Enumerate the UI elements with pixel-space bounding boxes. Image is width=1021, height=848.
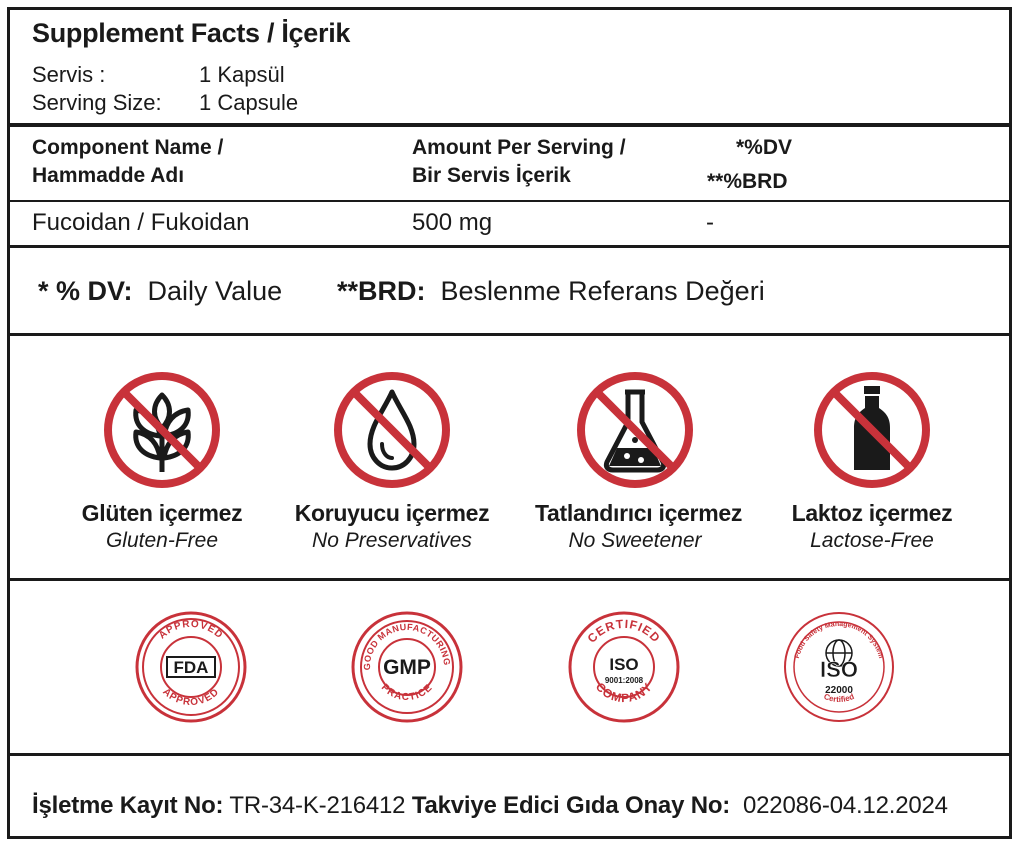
free-from-gluten — [62, 370, 262, 553]
svg-text:GMP: GMP — [383, 656, 431, 679]
supplement-label — [7, 7, 1012, 839]
divider — [10, 578, 1009, 581]
svg-text:22000: 22000 — [825, 685, 853, 696]
iso-9001-seal — [567, 610, 681, 729]
drop-icon — [332, 370, 452, 490]
dv-cell: - — [706, 209, 714, 236]
svg-text:GOOD: GOOD — [361, 638, 381, 671]
free-from-label-tr: Tatlandırıcı içermez — [535, 500, 743, 526]
fda-seal-icon — [134, 610, 248, 724]
svg-text:MANUFACTURING: MANUFACTURING — [375, 621, 453, 667]
approval-label: Takviye Edici Gıda Onay No: — [411, 792, 731, 819]
svg-text:COMPANY: COMPANY — [592, 679, 656, 706]
registration-value: TR-34-K-216412 — [229, 792, 406, 819]
divider — [10, 333, 1009, 336]
free-from-label-tr: Koruyucu içermez — [294, 500, 490, 526]
svg-text:CERTIFIED: CERTIFIED — [584, 616, 664, 646]
divider — [10, 123, 1009, 127]
legend-brd-key: **BRD: — [337, 276, 426, 306]
approval-value: 022086-04.12.2024 — [743, 792, 948, 819]
serving-en-row — [32, 90, 298, 116]
flask-icon — [575, 370, 695, 490]
fda-seal — [134, 610, 248, 729]
legend-brd-value: Beslenme Referans Değeri — [440, 276, 765, 306]
divider — [10, 753, 1009, 756]
serving-en-label: Serving Size: — [32, 90, 162, 115]
svg-text:Certified: Certified — [822, 691, 856, 705]
legend-dv-key: * % DV: — [38, 276, 133, 306]
svg-text:ISO: ISO — [820, 657, 858, 682]
svg-text:Food Safety Management System: Food Safety Management System — [793, 620, 885, 660]
free-from-label-en: Gluten-Free — [105, 529, 219, 552]
serving-tr-row — [32, 62, 285, 88]
free-from-preservatives — [292, 370, 492, 553]
free-from-label-en: Lactose-Free — [810, 529, 934, 552]
label-title: Supplement Facts / İçerik — [32, 18, 351, 48]
svg-text:ISO: ISO — [609, 655, 639, 674]
serving-en-value: 1 Capsule — [199, 90, 299, 115]
registration-footer — [32, 792, 948, 820]
component-name-cell: Fucoidan / Fukoidan — [32, 209, 250, 236]
svg-text:APPROVED: APPROVED — [160, 686, 222, 709]
column-header-dv: *%DV — [736, 136, 793, 159]
svg-text:9001:2008: 9001:2008 — [604, 676, 644, 685]
svg-text:FDA: FDA — [173, 658, 209, 677]
free-from-label-en: No Preservatives — [312, 529, 472, 552]
wheat-icon — [102, 370, 222, 490]
free-from-label-tr: Glüten içermez — [81, 500, 243, 526]
legend-brd — [337, 276, 765, 307]
free-from-label-tr: Laktoz içermez — [791, 500, 953, 526]
divider — [10, 245, 1009, 248]
serving-tr-label: Servis : — [32, 62, 106, 87]
legend-dv — [38, 276, 282, 307]
iso-22000-seal-icon — [782, 610, 896, 724]
svg-text:APPROVED: APPROVED — [156, 618, 226, 642]
svg-text:PRACTICE: PRACTICE — [378, 682, 436, 704]
gmp-seal-icon — [350, 610, 464, 724]
bottle-icon — [812, 370, 932, 490]
column-header-brd: **%BRD — [707, 170, 788, 193]
column-header-amount: Amount Per Serving / Bir Servis İçerik — [412, 136, 626, 187]
iso-22000-seal — [782, 610, 896, 729]
registration-label: İşletme Kayıt No: — [32, 792, 224, 819]
iso-seal-icon — [567, 610, 681, 724]
gmp-seal — [350, 610, 464, 729]
serving-tr-value: 1 Kapsül — [199, 62, 285, 87]
free-from-label-en: No Sweetener — [568, 529, 702, 552]
divider — [10, 200, 1009, 202]
free-from-lactose — [772, 370, 972, 553]
free-from-sweetener — [535, 370, 743, 553]
amount-cell: 500 mg — [412, 209, 493, 236]
legend-dv-value: Daily Value — [147, 276, 283, 306]
column-header-component: Component Name / Hammadde Adı — [32, 136, 224, 187]
